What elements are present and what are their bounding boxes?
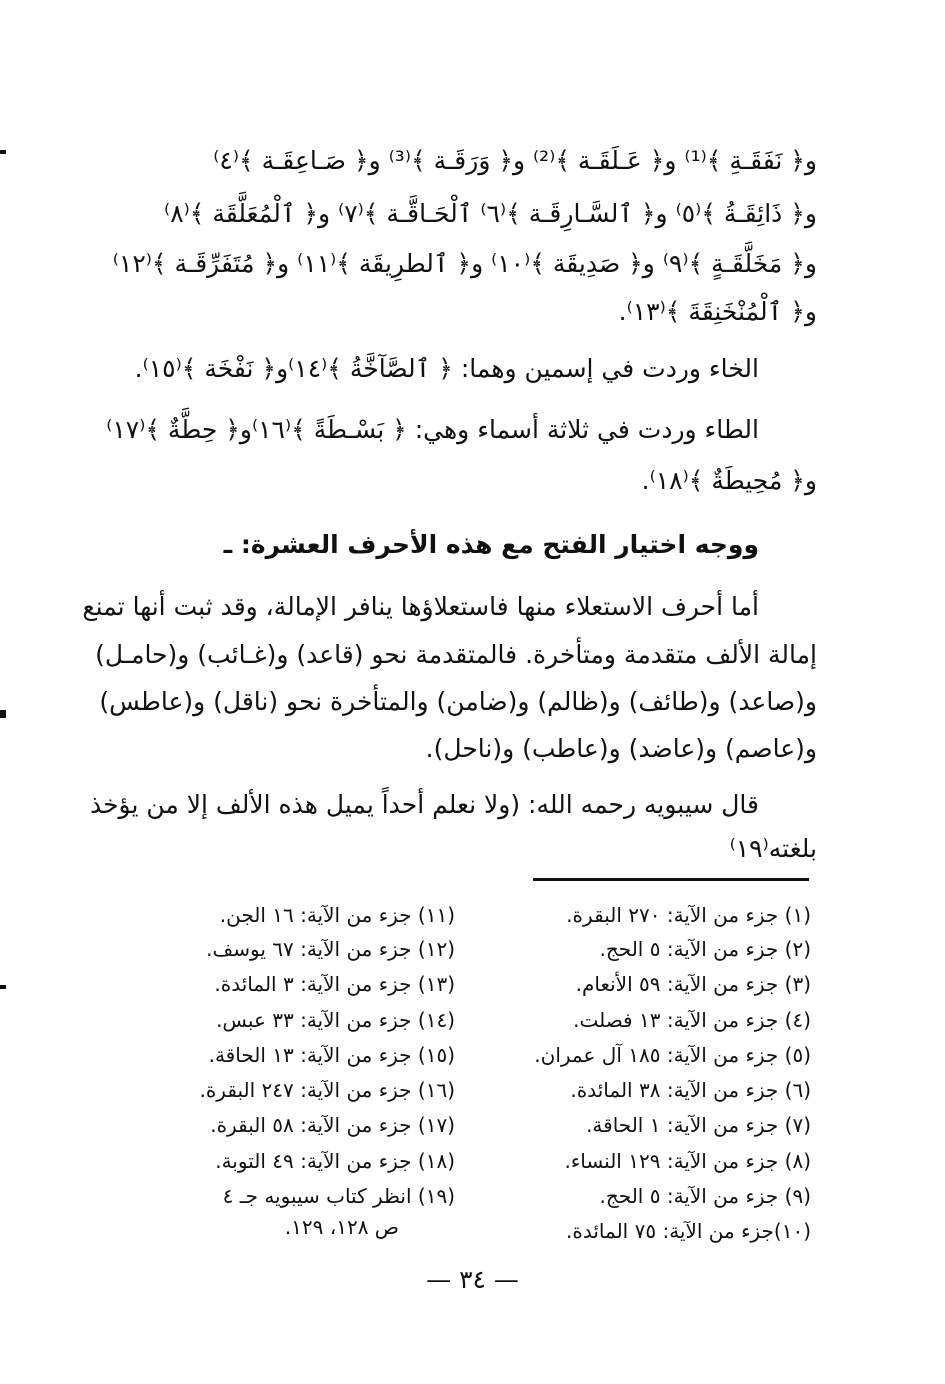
scan-edge-mark bbox=[0, 985, 6, 989]
footnote: (١٤) جزء من الآية: ٣٣ عبس. bbox=[216, 1008, 455, 1032]
footnote: (١٦) جزء من الآية: ٢٤٧ البقرة. bbox=[199, 1078, 455, 1102]
body-line: و(صاعد) و(طائف) و(ظالم) و(ضامن) والمتأخرة نحو (ناقل) و(عاطس) bbox=[99, 687, 817, 716]
footnote: ص ١٢٨، ١٢٩. bbox=[284, 1215, 399, 1239]
footnote: (٢) جزء من الآية: ٥ الحج. bbox=[599, 937, 811, 961]
body-line: بلغته⁽١٩⁾ bbox=[729, 834, 817, 863]
footnote: (١٨) جزء من الآية: ٤٩ التوبة. bbox=[215, 1149, 455, 1173]
footnote: (١٧) جزء من الآية: ٥٨ البقرة. bbox=[210, 1113, 455, 1137]
body-line: قال سيبويه رحمه الله: (ولا نعلم أحداً يميل هذه الألف إلا من يؤخذ bbox=[89, 790, 759, 819]
footnote: (٧) جزء من الآية: ١ الحاقة. bbox=[586, 1113, 811, 1137]
body-line: و﴿ ذَائِقَـةُ ﴾⁽٥⁾ و﴿ ٱلسَّـارِقَـة ﴾⁽٦⁾ ٱلْحَـاقَّـة ﴾⁽٧⁾ و﴿ ٱلْمُعَلَّقَة ﴾⁽٨⁾ bbox=[164, 199, 817, 228]
footnote: (١١) جزء من الآية: ١٦ الجن. bbox=[219, 903, 455, 927]
body-line: و﴿ ٱلْمُنْخَنِقَةَ ﴾⁽١٣⁾. bbox=[618, 297, 817, 326]
body-line: و﴿ نَفَقَـةِ ﴾⁽¹⁾ و﴿ عَـلَقَـة ﴾⁽²⁾ و﴿ وَرَقَـة ﴾⁽³⁾ و﴿ صَـاعِقَـة ﴾⁽٤⁾ bbox=[213, 146, 817, 175]
scan-edge-mark bbox=[0, 150, 6, 154]
footnote: (١٩) انظر كتاب سيبويه جـ ٤ bbox=[222, 1184, 455, 1208]
footnote: (٤) جزء من الآية: ١٣ فصلت. bbox=[573, 1008, 811, 1032]
footnote: (١٢) جزء من الآية: ٦٧ يوسف. bbox=[206, 937, 455, 961]
footnote: (١) جزء من الآية: ٢٧٠ البقرة. bbox=[566, 903, 811, 927]
body-line: أما أحرف الاستعلاء منها فاستعلاؤها ينافر الإمالة، وقد ثبت أنها تمنع bbox=[82, 592, 759, 621]
body-line: الخاء وردت في إسمين وهما: ﴿ ٱلصَّآخَّةُ ﴾⁽١٤⁾و﴿ نَفْخَة ﴾⁽١٥⁾. bbox=[134, 354, 759, 383]
footnote-separator bbox=[533, 878, 809, 881]
body-line: الطاء وردت في ثلاثة أسماء وهي: ﴿ بَسْـطَةً ﴾⁽١٦⁾و﴿ حِطَّةٌ ﴾⁽١٧⁾ bbox=[106, 415, 759, 444]
footnote: (١٣) جزء من الآية: ٣ المائدة. bbox=[214, 972, 455, 996]
body-line: و(عاصم) و(عاضد) و(عاطب) و(ناحل). bbox=[425, 734, 817, 763]
body-line: و﴿ مُحِيطَةٌ ﴾⁽١٨⁾. bbox=[641, 466, 817, 495]
footnote: (٦) جزء من الآية: ٣٨ المائدة. bbox=[570, 1078, 811, 1102]
body-line: إمالة الألف متقدمة ومتأخرة. فالمتقدمة نحو (قاعد) و(غـائب) و(حامـل) bbox=[95, 640, 817, 669]
body-line: و﴿ مَخَلَّقَـةٍ ﴾⁽٩⁾ و﴿ صَدِيقَة ﴾⁽١٠⁾ و﴿ ٱلطرِيقَة ﴾⁽١١⁾ و﴿ مُتَفَرِّقَـة ﴾⁽١٢⁾ bbox=[112, 249, 817, 278]
footnote: (٣) جزء من الآية: ٥٩ الأنعام. bbox=[575, 972, 811, 996]
scan-edge-mark bbox=[0, 710, 6, 718]
footnote: (١٥) جزء من الآية: ١٣ الحاقة. bbox=[208, 1043, 455, 1067]
page-number: — ٣٤ — bbox=[426, 1265, 519, 1294]
footnote: (٨) جزء من الآية: ١٢٩ النساء. bbox=[564, 1149, 811, 1173]
footnote: (١٠)جزء من الآية: ٧٥ المائدة. bbox=[566, 1219, 811, 1243]
section-heading: ووجه اختيار الفتح مع هذه الأحرف العشرة: ـ bbox=[223, 530, 759, 559]
footnote: (٩) جزء من الآية: ٥ الحج. bbox=[599, 1184, 811, 1208]
footnote: (٥) جزء من الآية: ١٨٥ آل عمران. bbox=[534, 1043, 811, 1067]
